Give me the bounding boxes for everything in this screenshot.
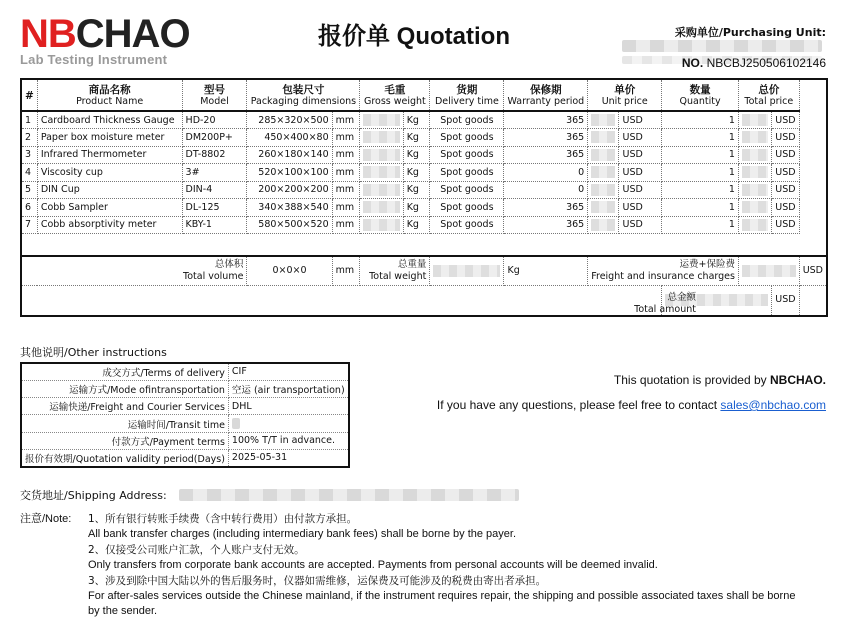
- column-header-cn: 数量: [689, 84, 711, 96]
- total-price-currency: USD: [772, 146, 799, 164]
- unit-price-currency: USD: [619, 111, 662, 129]
- quantity: 1: [662, 181, 739, 199]
- provided-by: This quotation is provided by NBCHAO.: [613, 373, 826, 387]
- total-price-redacted: [738, 199, 771, 217]
- total-price-currency: USD: [772, 199, 799, 217]
- column-header-cn: #: [25, 90, 34, 102]
- unit-price-redacted: [588, 216, 619, 234]
- freight-label: 运费+保险费 Freight and insurance charges: [588, 256, 739, 286]
- unit-price-redacted: [588, 199, 619, 217]
- warranty-period: 0: [504, 164, 588, 182]
- total-price-currency: USD: [772, 216, 799, 234]
- product-model: DIN-4: [182, 181, 247, 199]
- column-header: [247, 79, 360, 111]
- column-header-cn: 包装尺寸: [282, 84, 325, 96]
- row-number: 7: [21, 216, 37, 234]
- column-header-en: Warranty period: [507, 96, 585, 107]
- column-header-cn: 毛重: [384, 84, 406, 96]
- purchasing-unit-label: 采购单位/Purchasing Unit:: [674, 26, 826, 39]
- table-row: [21, 164, 827, 182]
- quantity: 1: [662, 146, 739, 164]
- weight-unit: Kg: [403, 181, 430, 199]
- shipping-address-redacted: [179, 489, 519, 501]
- unit-price-currency: USD: [619, 199, 662, 217]
- delivery-time: Spot goods: [430, 199, 504, 217]
- row-number: 5: [21, 181, 37, 199]
- total-amount-row: [21, 286, 827, 316]
- delivery-time: Spot goods: [430, 146, 504, 164]
- column-header-cn: 货期: [456, 84, 478, 96]
- shipping-address-label: 交货地址/Shipping Address:: [20, 489, 167, 502]
- total-price-redacted: [738, 164, 771, 182]
- unit-price-redacted: [588, 181, 619, 199]
- product-name: Infrared Thermometer: [37, 146, 182, 164]
- packaging-dimensions: 200×200×200: [247, 181, 332, 199]
- gross-weight-redacted: [360, 111, 403, 129]
- purchasing-unit-redacted: [622, 40, 822, 52]
- terms-key: 运输时间/Transit time: [21, 415, 228, 432]
- contact-email-link[interactable]: sales@nbchao.com: [720, 398, 826, 412]
- dimension-unit: mm: [332, 164, 360, 182]
- total-price-redacted: [738, 181, 771, 199]
- terms-key: 报价有效期/Quotation validity period(Days): [21, 449, 228, 466]
- column-header-en: Unit price: [601, 96, 648, 107]
- gross-weight-redacted: [360, 216, 403, 234]
- product-model: DM200P+: [182, 129, 247, 147]
- column-header-en: Quantity: [679, 96, 721, 107]
- product-model: DL-125: [182, 199, 247, 217]
- column-header: [504, 79, 588, 111]
- dimension-unit: mm: [332, 216, 360, 234]
- quantity: 1: [662, 111, 739, 129]
- weight-unit: Kg: [403, 129, 430, 147]
- product-name: Paper box moisture meter: [37, 129, 182, 147]
- quantity: 1: [662, 164, 739, 182]
- weight-unit: Kg: [403, 216, 430, 234]
- row-number: 6: [21, 199, 37, 217]
- delivery-time: Spot goods: [430, 181, 504, 199]
- terms-table: [20, 362, 350, 468]
- transit-time-redacted: [232, 418, 240, 429]
- total-price-redacted: [738, 111, 771, 129]
- table-row: [21, 129, 827, 147]
- dimension-unit: mm: [332, 181, 360, 199]
- total-weight-redacted: [430, 256, 504, 286]
- terms-value: CIF: [228, 363, 348, 380]
- other-instructions-title: 其他说明/Other instructions: [20, 346, 167, 359]
- weight-unit: Kg: [403, 146, 430, 164]
- column-header: [360, 79, 430, 111]
- unit-price-redacted: [588, 129, 619, 147]
- column-header-cn: 保修期: [530, 84, 562, 96]
- gross-weight-redacted: [360, 129, 403, 147]
- column-header: [430, 79, 504, 111]
- unit-price-redacted: [588, 146, 619, 164]
- quantity: 1: [662, 216, 739, 234]
- row-number: 2: [21, 129, 37, 147]
- terms-row: [21, 415, 349, 432]
- product-model: 3#: [182, 164, 247, 182]
- terms-row: [21, 363, 349, 380]
- total-amount-unit: USD: [772, 286, 799, 316]
- delivery-time: Spot goods: [430, 164, 504, 182]
- product-name: Cobb absorptivity meter: [37, 216, 182, 234]
- unit-price-currency: USD: [619, 216, 662, 234]
- note-line: All bank transfer charges (including intermediary bank fees) shall be borne by the payer.: [88, 528, 517, 541]
- packaging-dimensions: 340×388×540: [247, 199, 332, 217]
- warranty-period: 365: [504, 199, 588, 217]
- total-volume-value: 0×0×0: [247, 256, 332, 286]
- quantity: 1: [662, 129, 739, 147]
- column-header-cn: 型号: [203, 84, 225, 96]
- column-header-en: Gross weight: [363, 96, 426, 107]
- dimension-unit: mm: [332, 129, 360, 147]
- unit-price-redacted: [588, 164, 619, 182]
- column-header-cn: 商品名称: [88, 84, 131, 96]
- quotation-number-label: NO.: [681, 56, 704, 70]
- table-row: [21, 111, 827, 129]
- row-number: 1: [21, 111, 37, 129]
- product-name: Viscosity cup: [37, 164, 182, 182]
- note-line: 1、所有银行转账手续费（含中转行费用）由付款方承担。: [88, 513, 358, 525]
- logo-chao: CHAO: [75, 12, 190, 56]
- terms-key: 付款方式/Payment terms: [21, 432, 228, 449]
- note-line: 2、仅接受公司账户汇款，个人账户支付无效。: [88, 543, 305, 556]
- terms-row: [21, 449, 349, 466]
- gross-weight-redacted: [360, 199, 403, 217]
- dimension-unit: mm: [332, 199, 360, 217]
- total-amount-cn: 总金额: [667, 292, 696, 303]
- delivery-time: Spot goods: [430, 129, 504, 147]
- company-logo: [20, 14, 200, 67]
- note-line: For after-sales services outside the Chinese mainland, if the instrument requires repair, the shipping and possible associated taxes shall be borne: [88, 590, 796, 603]
- document-title: 报价单 Quotation: [318, 23, 510, 50]
- logo-nb: NB: [20, 12, 76, 56]
- summary-row: [21, 256, 827, 286]
- spacer-row: [21, 234, 827, 256]
- notes-section: [20, 512, 830, 620]
- contact-line: If you have any questions, please feel free to contact sales@nbchao.com: [436, 398, 826, 412]
- total-weight-unit: Kg: [504, 256, 588, 286]
- total-volume-unit: mm: [332, 256, 360, 286]
- column-header: [588, 79, 662, 111]
- terms-key: 运输方式/Mode ofintransportation: [21, 380, 228, 397]
- total-price-currency: USD: [772, 181, 799, 199]
- row-number: 3: [21, 146, 37, 164]
- terms-value: 100% T/T in advance.: [228, 432, 348, 449]
- total-amount-text: [560, 292, 696, 316]
- terms-value: DHL: [228, 398, 348, 415]
- column-header-cn: 总价: [758, 84, 780, 96]
- weight-unit: Kg: [403, 111, 430, 129]
- terms-row: [21, 398, 349, 415]
- delivery-time: Spot goods: [430, 216, 504, 234]
- total-price-redacted: [738, 129, 771, 147]
- note-line: 3、涉及到除中国大陆以外的售后服务时，仪器如需维修，运保费及可能涉及的税费由寄出者承担。: [88, 574, 547, 587]
- note-line: Only transfers from corporate bank accounts are accepted. Payments from personal accounts will be deemed invalid.: [88, 559, 658, 572]
- packaging-dimensions: 260×180×140: [247, 146, 332, 164]
- terms-value: 空运 (air transportation): [228, 380, 348, 397]
- dimension-unit: mm: [332, 111, 360, 129]
- column-header-en: Packaging dimensions: [250, 96, 357, 107]
- product-name: Cardboard Thickness Gauge: [37, 111, 182, 129]
- column-header: [182, 79, 247, 111]
- terms-key: 运输快递/Freight and Courier Services: [21, 398, 228, 415]
- table-row: [21, 181, 827, 199]
- packaging-dimensions: 285×320×500: [247, 111, 332, 129]
- total-price-currency: USD: [772, 129, 799, 147]
- terms-row: [21, 380, 349, 397]
- unit-price-currency: USD: [619, 129, 662, 147]
- column-header-en: Model: [200, 96, 229, 107]
- quotation-number: [682, 56, 826, 70]
- total-price-currency: USD: [772, 164, 799, 182]
- total-price-currency: USD: [772, 111, 799, 129]
- total-volume-label: 总体积 Total volume: [21, 256, 247, 286]
- gross-weight-redacted: [360, 146, 403, 164]
- packaging-dimensions: 450×400×80: [247, 129, 332, 147]
- quantity: 1: [662, 199, 739, 217]
- header-row: [21, 79, 827, 111]
- unit-price-currency: USD: [619, 146, 662, 164]
- product-name: DIN Cup: [37, 181, 182, 199]
- shipping-address: [20, 487, 519, 503]
- warranty-period: 365: [504, 146, 588, 164]
- column-header-en: Product Name: [76, 96, 144, 107]
- weight-unit: Kg: [403, 199, 430, 217]
- terms-key: 成交方式/Terms of delivery: [21, 363, 228, 380]
- warranty-period: 365: [504, 216, 588, 234]
- packaging-dimensions: 520×100×100: [247, 164, 332, 182]
- items-table: [20, 78, 828, 317]
- unit-price-currency: USD: [619, 181, 662, 199]
- product-name: Cobb Sampler: [37, 199, 182, 217]
- dimension-unit: mm: [332, 146, 360, 164]
- product-model: HD-20: [182, 111, 247, 129]
- note-line: by the sender.: [88, 605, 158, 618]
- column-header-cn: 单价: [614, 84, 636, 96]
- warranty-period: 365: [504, 129, 588, 147]
- total-price-redacted: [738, 146, 771, 164]
- column-header: [37, 79, 182, 111]
- row-number: 4: [21, 164, 37, 182]
- weight-unit: Kg: [403, 164, 430, 182]
- unit-price-currency: USD: [619, 164, 662, 182]
- terms-value: 2025-05-31: [228, 449, 348, 466]
- column-header-en: Total price: [744, 96, 794, 107]
- terms-value: [228, 415, 348, 432]
- warranty-period: 0: [504, 181, 588, 199]
- provider-company: NBCHAO.: [770, 373, 826, 387]
- column-header-en: Delivery time: [434, 96, 499, 107]
- notes-label: 注意/Note:: [20, 513, 72, 525]
- freight-redacted: [738, 256, 799, 286]
- terms-row: [21, 432, 349, 449]
- total-price-redacted: [738, 216, 771, 234]
- logo-subtitle: Lab Testing Instrument: [20, 52, 168, 67]
- table-row: [21, 146, 827, 164]
- total-weight-label: 总重量 Total weight: [360, 256, 430, 286]
- column-header: [21, 79, 37, 111]
- gross-weight-redacted: [360, 181, 403, 199]
- total-amount-en: Total amount: [634, 304, 696, 315]
- column-header: [662, 79, 739, 111]
- product-model: DT-8802: [182, 146, 247, 164]
- warranty-period: 365: [504, 111, 588, 129]
- gross-weight-redacted: [360, 164, 403, 182]
- unit-price-redacted: [588, 111, 619, 129]
- table-row: [21, 216, 827, 234]
- column-header: [738, 79, 799, 111]
- product-model: KBY-1: [182, 216, 247, 234]
- quotation-number-value: NBCBJ250506102146: [706, 56, 826, 70]
- freight-unit: USD: [799, 256, 827, 286]
- packaging-dimensions: 580×500×520: [247, 216, 332, 234]
- table-row: [21, 199, 827, 217]
- delivery-time: Spot goods: [430, 111, 504, 129]
